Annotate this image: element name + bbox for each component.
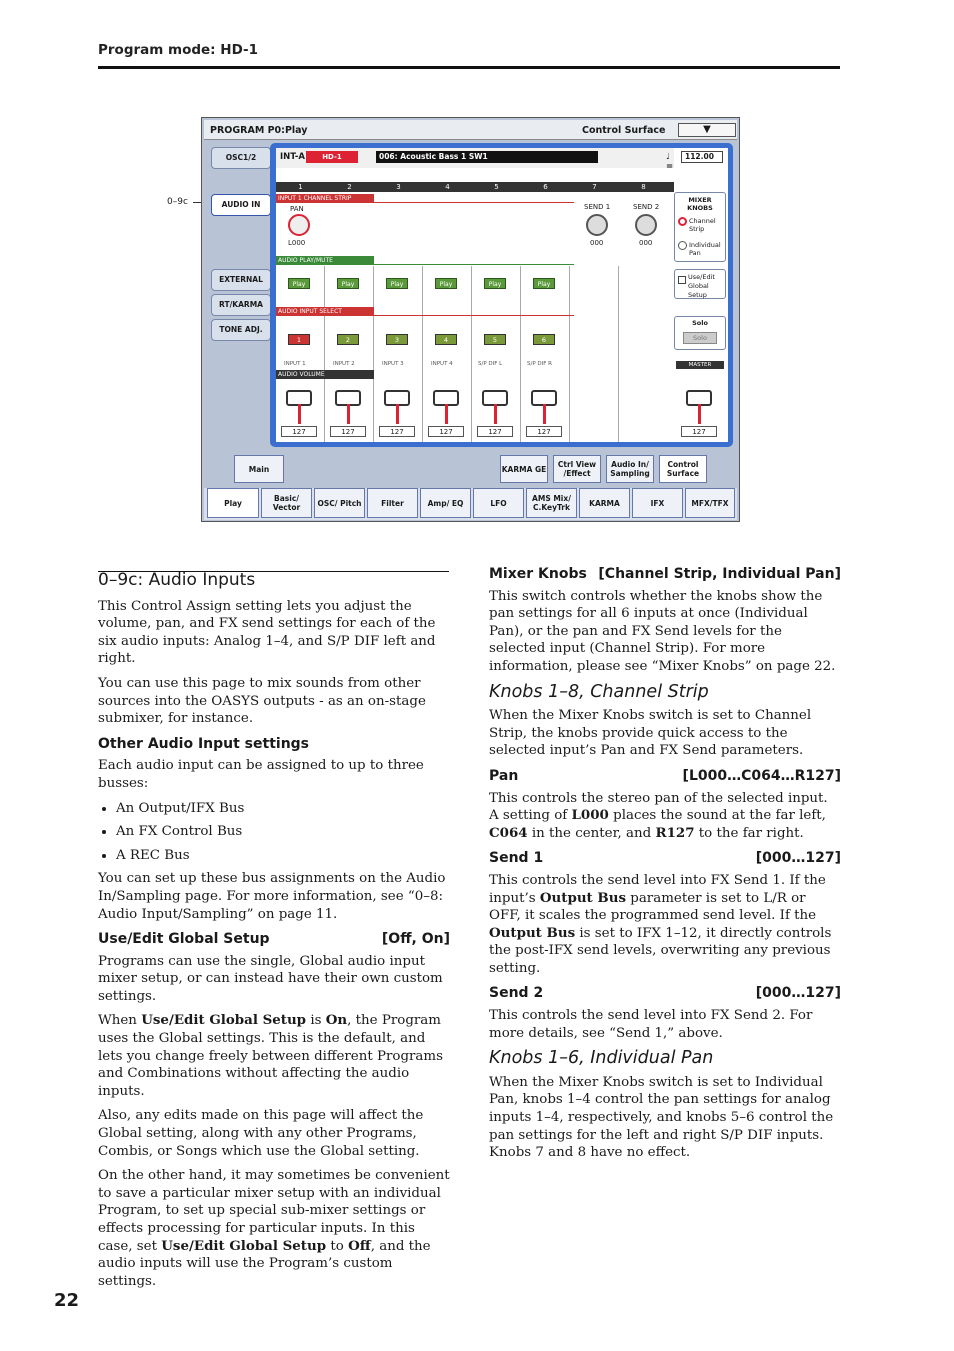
- radio-label: Individual Pan: [689, 241, 721, 257]
- volume-value: 127: [526, 426, 562, 437]
- page-number: 22: [54, 1290, 80, 1311]
- section-label: INPUT 1 CHANNEL STRIP: [276, 194, 374, 203]
- send2-knob[interactable]: [635, 214, 657, 236]
- volume-value: 127: [428, 426, 464, 437]
- fader-stem: [698, 404, 701, 424]
- solo-button[interactable]: Solo: [683, 332, 717, 344]
- paragraph: Also, any edits made on this page will affect the Global setting, along with any other Programs, Combis, or Songs which use the Global setting.: [98, 1108, 424, 1159]
- list-item: • An FX Control Bus: [116, 823, 450, 841]
- text: is: [306, 1013, 326, 1029]
- text: to the far right.: [694, 825, 804, 841]
- tab-lfo[interactable]: LFO: [473, 488, 524, 518]
- fader-stem: [543, 404, 546, 424]
- section-rule: [276, 264, 574, 265]
- text: is set to IFX 1–12, it directly controls the post-IFX send levels, overwriting any previous setting.: [489, 925, 832, 976]
- tab-amp-eq[interactable]: Amp/ EQ: [420, 488, 471, 518]
- strip-number: 7: [592, 183, 597, 191]
- input-select-6[interactable]: 6: [533, 334, 555, 345]
- paragraph: When the Mixer Knobs switch is set to Individual Pan, knobs 1–4 control the pan settings for analog inputs 1–4, respectively, and knobs 5–6 control the pan settings for the left and right S/P DIF inputs. Knobs 7 and 8 have no effect.: [489, 1074, 834, 1161]
- screen-titlebar: [204, 120, 737, 140]
- parameter-heading: [489, 566, 841, 584]
- input-name: INPUT 4: [431, 361, 453, 367]
- play-button-3[interactable]: Play: [386, 278, 408, 289]
- paragraph: This Control Assign setting lets you adjust the volume, pan, and FX send settings for each of the six audio inputs: Analog 1–4, and S/P DIF left and right.: [98, 598, 436, 667]
- tempo-field[interactable]: 112.00: [681, 151, 723, 163]
- bold-text: R127: [655, 824, 695, 841]
- input-name: INPUT 1: [284, 361, 306, 367]
- play-button-6[interactable]: Play: [533, 278, 555, 289]
- tab-mfx-tfx[interactable]: MFX/TFX: [685, 488, 735, 518]
- send1-label: SEND 1: [584, 203, 611, 211]
- chevron-down-icon: ▼: [703, 124, 711, 135]
- parameter-range: [Off, On]: [381, 931, 450, 948]
- radio-individual-pan[interactable]: [678, 241, 721, 257]
- radio-unselected-icon: [678, 241, 687, 250]
- text: On the other hand, it may sometimes be convenient to save a particular mixer setup with an individual Program, to set up special sub-mixer settings or effects processing for particular inputs. In this case, set: [98, 1168, 450, 1254]
- strip-number: 1: [298, 183, 303, 191]
- fader-stem: [445, 404, 448, 424]
- text: When: [98, 1013, 142, 1029]
- text: in the center, and: [527, 825, 656, 841]
- side-tab-osc[interactable]: OSC1/2: [211, 147, 271, 169]
- tab-ctrl-view[interactable]: Ctrl View /Effect: [553, 455, 601, 483]
- solo-label: Solo: [692, 319, 708, 327]
- callout-label: 0–9c: [167, 197, 188, 207]
- tab-basic-vector[interactable]: Basic/ Vector: [261, 488, 312, 518]
- list-item: • A REC Bus: [116, 847, 450, 865]
- play-button-1[interactable]: Play: [288, 278, 310, 289]
- paragraph: This controls the send level into FX Send 2. For more details, see “Send 1,” above.: [489, 1008, 813, 1041]
- section-label: AUDIO INPUT SELECT: [276, 307, 374, 316]
- tab-ams-mix[interactable]: AMS Mix/ C.KeyTrk: [526, 488, 577, 518]
- screen-figure: [201, 117, 740, 522]
- paragraph: [98, 1012, 450, 1100]
- bold-text: On: [325, 1012, 348, 1029]
- bank-label: INT-A: [280, 152, 305, 162]
- paragraph: [489, 872, 841, 978]
- strip-number: 3: [396, 183, 401, 191]
- strip-number: 5: [494, 183, 499, 191]
- parameter-name: Send 1: [489, 850, 544, 867]
- input-select-1[interactable]: 1: [288, 334, 310, 345]
- parameter-name: Mixer Knobs: [489, 566, 587, 582]
- solo-box: [674, 316, 726, 350]
- side-tab-audio-in[interactable]: AUDIO IN: [211, 194, 271, 216]
- radio-selected-icon: [678, 217, 687, 226]
- text: to: [326, 1238, 349, 1254]
- bold-text: Output Bus: [489, 924, 576, 941]
- screen-title: PROGRAM P0:Play: [210, 125, 308, 136]
- text: This controls the send level into FX Send 1. If the input’s: [489, 872, 826, 906]
- pan-label: PAN: [290, 205, 304, 213]
- column-divider: [520, 266, 521, 442]
- subheading-text: Other Audio Input settings: [98, 735, 310, 752]
- input-select-3[interactable]: 3: [386, 334, 408, 345]
- tab-osc-pitch[interactable]: OSC/ Pitch: [314, 488, 365, 518]
- header-rule: [98, 66, 840, 69]
- bold-text: Use/Edit Global Setup: [141, 1012, 307, 1029]
- fader-stem: [298, 404, 301, 424]
- bottom-tab-bar: [204, 488, 737, 520]
- left-column: [98, 572, 450, 1297]
- input-name: S/P DIF L: [478, 361, 503, 367]
- subheading: [98, 736, 450, 754]
- text: parameter is set to L/R or OFF, it scales the programmed send level. If the: [489, 890, 817, 924]
- volume-value: 127: [281, 426, 317, 437]
- parameter-heading: [489, 850, 841, 868]
- mixer-knobs-label: MIXER KNOBS: [687, 196, 713, 212]
- right-column: [489, 558, 841, 1169]
- parameter-name: Use/Edit Global Setup: [98, 931, 270, 948]
- input-select-4[interactable]: 4: [435, 334, 457, 345]
- volume-value: 127: [330, 426, 366, 437]
- master-value: 127: [681, 426, 717, 437]
- list-item: • An Output/IFX Bus: [116, 800, 450, 818]
- side-tab-tone-adj[interactable]: TONE ADJ.: [211, 319, 271, 341]
- volume-value: 127: [379, 426, 415, 437]
- column-divider: [324, 266, 325, 442]
- input-select-2[interactable]: 2: [337, 334, 359, 345]
- text: , and the audio inputs will use the Program’s custom settings.: [98, 1238, 431, 1289]
- section-label: AUDIO VOLUME: [276, 370, 374, 379]
- input-name: INPUT 2: [333, 361, 355, 367]
- parameter-range: [Channel Strip, Individual Pan]: [598, 566, 841, 582]
- column-divider: [422, 266, 423, 442]
- bold-text: Off: [348, 1237, 371, 1254]
- bus-list: [98, 800, 450, 865]
- paragraph: When the Mixer Knobs switch is set to Channel Strip, the knobs provide quick access to the selected input’s Pan and FX Send parameters.: [489, 708, 812, 759]
- send2-label: SEND 2: [633, 203, 660, 211]
- input-select-5[interactable]: 5: [484, 334, 506, 345]
- program-select-row: [276, 148, 714, 172]
- paragraph: Programs can use the single, Global audio input mixer setup, or can instead have their own custom settings.: [98, 953, 443, 1004]
- strip-number: 4: [445, 183, 450, 191]
- paragraph: This switch controls whether the knobs show the pan settings for all 6 inputs at once (Individual Pan), or the pan and FX Send levels for the selected input (Channel Strip). For more information, please see “Mixer Knobs” on page 22.: [489, 588, 836, 674]
- parameter-heading: [98, 931, 450, 949]
- tab-main[interactable]: Main: [234, 455, 284, 483]
- running-header: Program mode: HD-1: [98, 42, 259, 58]
- text: This controls the stereo pan of the selected input. A setting of: [489, 790, 828, 824]
- strip-number-bar: [276, 182, 674, 192]
- tab-filter[interactable]: Filter: [367, 488, 418, 518]
- tab-karma[interactable]: KARMA: [579, 488, 630, 518]
- paragraph: [98, 1167, 450, 1290]
- side-tab-rt-karma[interactable]: RT/KARMA: [211, 294, 271, 316]
- italic-heading: Knobs 1–8, Channel Strip: [489, 681, 709, 702]
- column-divider: [373, 266, 374, 442]
- parameter-name: Pan: [489, 767, 519, 784]
- mixer-knobs-box: [674, 192, 726, 262]
- fader-stem: [396, 404, 399, 424]
- parameter-range: [L000…C064…R127]: [682, 767, 841, 784]
- send2-value: 000: [639, 239, 653, 247]
- bold-text: L000: [571, 807, 609, 824]
- parameter-name: Send 2: [489, 985, 544, 1002]
- master-label: MASTER: [676, 361, 724, 369]
- bank-badge: HD-1: [306, 151, 358, 163]
- checkbox-label: Use/Edit Global Setup: [688, 273, 715, 299]
- tab-play[interactable]: Play: [207, 488, 259, 518]
- bold-text: C064: [489, 824, 528, 841]
- volume-value: 127: [477, 426, 513, 437]
- page-select-label: Control Surface: [582, 125, 666, 136]
- column-divider: [618, 266, 619, 442]
- pan-knob[interactable]: [288, 214, 310, 236]
- text: places the sound at the far left,: [608, 808, 826, 824]
- parameter-heading: [489, 985, 841, 1003]
- column-divider: [569, 266, 570, 442]
- checkbox-icon: [678, 276, 686, 284]
- bold-text: Use/Edit Global Setup: [161, 1237, 327, 1254]
- play-button-2[interactable]: Play: [337, 278, 359, 289]
- tempo-label: ♩ =: [666, 152, 674, 172]
- tab-audio-in-sampling[interactable]: Audio In/ Sampling: [606, 455, 654, 483]
- side-tab-external[interactable]: EXTERNAL: [211, 269, 271, 291]
- play-button-5[interactable]: Play: [484, 278, 506, 289]
- paragraph: [489, 790, 841, 843]
- parameter-range: [000…127]: [755, 985, 841, 1002]
- radio-label: Channel Strip: [689, 217, 716, 233]
- radio-channel-strip[interactable]: [678, 217, 721, 233]
- use-global-checkbox[interactable]: [674, 269, 726, 299]
- paragraph: Each audio input can be assigned to up to three busses:: [98, 758, 424, 791]
- fader-stem: [347, 404, 350, 424]
- bold-text: Output Bus: [539, 889, 626, 906]
- parameter-heading: [489, 768, 841, 786]
- input-name: INPUT 3: [382, 361, 404, 367]
- pan-value: L000: [288, 239, 306, 247]
- program-name-field[interactable]: 006: Acoustic Bass 1 SW1: [376, 151, 598, 163]
- section-label: AUDIO PLAY/MUTE: [276, 256, 374, 265]
- paragraph: You can set up these bus assignments on the Audio In/Sampling page. For more information, see “0–8: Audio Input/Sampling” on page 11.: [98, 871, 446, 922]
- tab-control-surface[interactable]: Control Surface: [659, 455, 707, 483]
- page-select-dropdown[interactable]: [678, 123, 736, 137]
- text: , the Program uses the Global settings. This is the default, and lets you change freely between different Programs and Combinations without affecting the audio inputs.: [98, 1013, 443, 1099]
- paragraph: You can use this page to mix sounds from other sources into the OASYS outputs - as an on-stage submixer, for instance.: [98, 675, 426, 727]
- fader-stem: [494, 404, 497, 424]
- tab-ifx[interactable]: IFX: [632, 488, 683, 518]
- strip-number: 6: [543, 183, 548, 191]
- section-rule: [276, 315, 574, 316]
- section-rule: [276, 202, 574, 203]
- strip-number: 8: [641, 183, 646, 191]
- parameter-range: [000…127]: [755, 850, 841, 867]
- italic-heading: Knobs 1–6, Individual Pan: [489, 1048, 714, 1069]
- send1-knob[interactable]: [586, 214, 608, 236]
- column-divider: [471, 266, 472, 442]
- send1-value: 000: [590, 239, 604, 247]
- input-name: S/P DIF R: [527, 361, 552, 367]
- strip-number: 2: [347, 183, 352, 191]
- play-button-4[interactable]: Play: [435, 278, 457, 289]
- tab-karma-ge[interactable]: KARMA GE: [500, 455, 548, 483]
- section-heading: 0–9c: Audio Inputs: [98, 570, 256, 590]
